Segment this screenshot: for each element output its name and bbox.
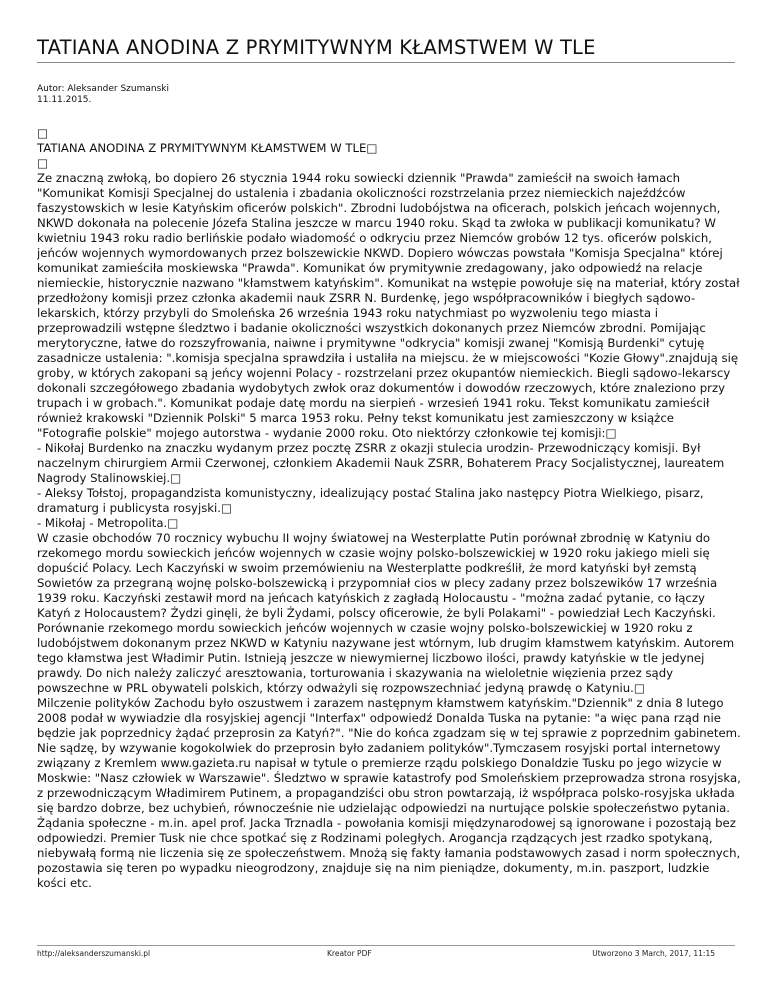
title-divider — [37, 62, 735, 63]
footer-divider — [37, 945, 735, 946]
article-body — [37, 126, 742, 934]
footer-creator: Kreator PDF — [327, 949, 372, 958]
footer-created-date: Utworzono 3 March, 2017, 11:15 — [592, 949, 715, 958]
article-text: □ TATIANA ANODINA Z PRYMITYWNYM KŁAMSTWEM W TLE□ □ Ze znaczną zwłoką, bo dopiero 26 stycznia 1944 roku sowiecki dziennik "Prawda" zamieścił na swoich łamach "Komunikat Komisji Specjalnej do ustalenia i zbadania okoliczności rozstrzelania przez niemieckich najeźdźców faszystowskich w lesie Katyńskim oficerów polskich". Zbrodni ludobójstwa na oficerach, polskich jeńcach wojennych, NKWD dokonała na polecenie Józefa Stalina jeszcze w marcu 1940 roku. Skąd ta zwłoka w publikacji komunikatu? W kwietniu 1943 roku radio berlińskie podało wiadomość o odkryciu przez Niemców grobów 12 tys. oficerów polskich, jeńców wojennych wymordowanych przez bolszewickie NKWD. Dopiero wówczas powstała "Komisja Specjalna" której komunikat zamieściła moskiewska "Prawda". Komunikat ów prymitywnie zredagowany, jako odpowiedź na relacje niemieckie, historycznie nazwano "kłamstwem katyńskim". Komunikat na wstępie powołuje się na materiał, który został przedłożony komisji przez członka akademii nauk ZSRR N. Burdenkę, jego współpracowników i biegłych sądowo-lekarskich, którzy przybyli do Smoleńska 26 września 1943 roku natychmiast po wyzwoleniu tego miasta i przeprowadzili wstępne śledztwo i badanie okoliczności wszystkich dokonanych przez Niemców zbrodni. Pomijając merytoryczne, łatwe do rozszyfrowania, naiwne i prymitywne "odkrycia" komisji zwanej "Komisją Burdenki" cytuję zasadnicze ustalenia: ".komisja specjalna sprawdziła i ustaliła na miejscu. że w miejscowości "Kozie Głowy".znajdują się groby, w których zakopani są jeńcy wojenni Polacy - rozstrzelani przez okupantów niemieckich. Biegli sądowo-lekarscy dokonali szczegółowego zbadania wydobytych zwłok oraz dokumentów i dowodów rzeczowych, które znaleziono przy trupach i w grobach.". Komunikat podaje datę mordu na sierpień - wrzesień 1941 roku. Tekst komunikatu zamieścił również krakowski "Dziennik Polski" 5 marca 1953 roku. Pełny tekst komunikatu jest zamieszczony w książce "Fotografie polskie" mojego autorstwa - wydanie 2000 roku. Oto niektórzy członkowie tej komisji:□ - Nikołaj Burdenko na znaczku wydanym przez pocztę ZSRR z okazji stulecia urodzin- Przewodniczący komisji. Był naczelnym chirurgiem Armii Czerwonej, członkiem Akademii Nauk ZSRR, Bohaterem Pracy Socjalistycznej, laureatem Nagrody Stalinowskiej.□ - Aleksy Tołstoj, propagandzista komunistyczny, idealizujący postać Stalina jako następcy Piotra Wielkiego, pisarz, dramaturg i publicysta rosyjski.□ - Mikołaj - Metropolita.□ W czasie obchodów 70 rocznicy wybuchu II wojny światowej na Westerplatte Putin porównał zbrodnię w Katyniu do rzekomego mordu sowieckich jeńców wojennych w czasie wojny polsko-bolszewickiej w 1920 roku jakiego mieli się dopuścić Polacy. Lech Kaczyński w swoim przemówieniu na Westerplatte podkreślił, że mord katyński był zemstą Sowietów za przegraną wojnę polsko-bolszewicką i przypomniał cios w plecy zadany przez bolszewików 17 września 1939 roku. Kaczyński zestawił mord na jeńcach katyńskich z zagładą Holocaustu - "można zadać pytanie, co łączy Katyń z Holocaustem? Żydzi ginęli, że byli Żydami, polscy oficerowie, że byli Polakami" - powiedział Lech Kaczyński. Porównanie rzekomego mordu sowieckich jeńców wojennych w czasie wojny polsko-bolszewickiej w 1920 roku z ludobójstwem dokonanym przez NKWD w Katyniu nazywane jest wtórnym, lub drugim kłamstwem katyńskim. Autorem tego kłamstwa jest Władimir Putin. Istnieją jeszcze w niewymiernej liczbowo ilości, prawdy katyńskie w tle jedynej prawdy. Do nich należy zaliczyć aresztowania, torturowania i skazywania na wieloletnie więzienia przez sądy powszechne w PRL obywateli polskich, którzy odważyli się rozpowszechniać jedyną prawdę o Katyniu.□ Milczenie polityków Zachodu było oszustwem i zarazem następnym kłamstwem katyńskim."Dziennik" z dnia 8 lutego 2008 podał w wywiadzie dla rosyjskiej agencji "Interfax" odpowiedź Donalda Tuska na pytanie: "a więc pana rząd nie będzie jak poprzednicy żądać przeprosin za Katyń?". "Nie do końca zgadzam się w tej sprawie z poprzednim gabinetem. Nie sądzę, by wzywanie kogokolwiek do przeprosin było zadaniem polityków".Tymczasem rosyjski portal internetowy związany z Kremlem www.gazieta.ru napisał w tytule o premierze rządu polskiego Donaldzie Tusku po jego wizycie w Moskwie: "Nasz człowiek w Warszawie". Śledztwo w sprawie katastrofy pod Smoleńskiem przeprowadza strona rosyjska, z przewodniczącym Władimirem Putinem, a propagandziści obu stron powtarzają, iż współpraca polsko-rosyjska układa się bardzo dobrze, bez uchybień, równocześnie nie udzielając odpowiedzi na nurtujące polskie społeczeństwo pytania. Żądania społeczne - m.in. apel prof. Jacka Trznadla - powołania komisji międzynarodowej są ignorowane i pozostają bez odpowiedzi. Premier Tusk nie chce spotkać się z Rodzinami poległych. Arogancja rządzących jest rzadko spotykaną, niebywałą formą nie liczenia się ze społeczeństwem. Mnożą się fakty łamania podstawowych zasad i norm społecznych, pozostawia się teren po wypadku nieogrodzony, znajduje się na nim pieniądze, dokumenty, m.in. paszport, ludzkie kości etc. — [37, 126, 741, 890]
footer-url[interactable]: http://aleksanderszumanski.pl — [37, 949, 151, 958]
page-title: TATIANA ANODINA Z PRYMITYWNYM KŁAMSTWEM W TLE — [37, 36, 596, 59]
publish-date: 11.11.2015. — [37, 95, 92, 105]
author-line: Autor: Aleksander Szumanski — [37, 84, 169, 94]
article-meta — [37, 84, 169, 106]
